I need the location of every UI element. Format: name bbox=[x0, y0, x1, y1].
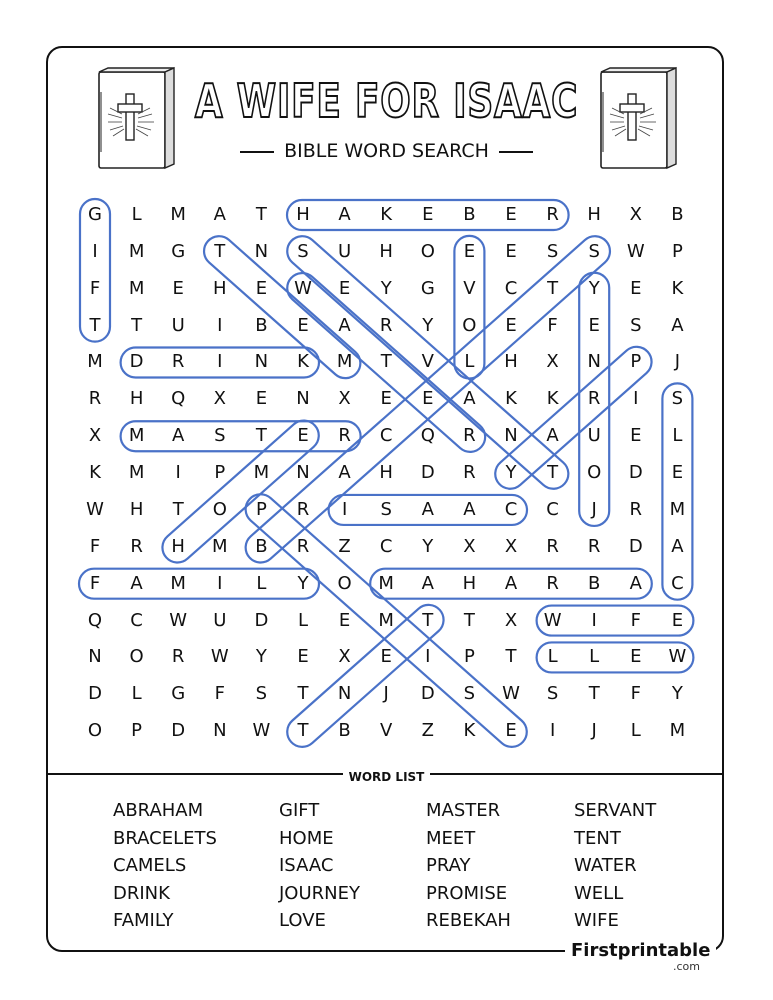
brand-suffix: .com bbox=[673, 960, 700, 973]
grid-cell[interactable]: E bbox=[505, 314, 517, 336]
grid-cell[interactable]: F bbox=[89, 572, 101, 594]
grid-cell[interactable]: H bbox=[171, 535, 185, 557]
grid-cell[interactable]: H bbox=[379, 240, 393, 262]
grid-cell[interactable]: A bbox=[213, 204, 226, 225]
grid-cell[interactable]: E bbox=[297, 314, 309, 336]
grid-cell[interactable]: H bbox=[462, 572, 477, 594]
grid-cell[interactable]: R bbox=[338, 425, 351, 447]
grid-cell[interactable]: M bbox=[128, 277, 145, 299]
grid-cell[interactable]: W bbox=[502, 683, 520, 705]
grid-cell[interactable]: T bbox=[422, 609, 434, 631]
grid-cell[interactable]: E bbox=[505, 240, 517, 262]
grid-cell[interactable]: W bbox=[210, 646, 229, 668]
grid-cell[interactable]: K bbox=[380, 204, 393, 225]
grid-cell[interactable]: S bbox=[463, 683, 476, 705]
grid-cell[interactable]: D bbox=[129, 351, 144, 373]
grid-cell[interactable]: L bbox=[256, 572, 267, 594]
grid-cell[interactable]: D bbox=[628, 462, 643, 484]
grid-cell[interactable]: A bbox=[338, 314, 351, 336]
grid-cell[interactable]: N bbox=[296, 388, 310, 410]
word-list-item: BRACELETS bbox=[113, 827, 217, 849]
grid-cell[interactable]: W bbox=[169, 609, 188, 631]
grid-cell[interactable]: A bbox=[172, 425, 185, 447]
grid-cell[interactable]: R bbox=[463, 425, 476, 447]
grid-cell[interactable]: R bbox=[296, 535, 310, 557]
grid-cell[interactable]: M bbox=[669, 720, 686, 742]
grid-cell[interactable]: X bbox=[213, 388, 226, 410]
grid-cell[interactable]: C bbox=[504, 277, 518, 299]
grid-cell[interactable]: U bbox=[213, 609, 227, 631]
grid-cell[interactable]: C bbox=[130, 609, 143, 631]
grid-cell[interactable]: E bbox=[671, 462, 684, 484]
grid-cell[interactable]: U bbox=[587, 425, 601, 447]
word-list-item: ABRAHAM bbox=[113, 800, 204, 821]
grid-cell[interactable]: A bbox=[421, 572, 434, 594]
grid-cell[interactable]: I bbox=[425, 646, 431, 668]
grid-cell[interactable]: J bbox=[674, 351, 681, 373]
grid-cell[interactable]: R bbox=[130, 535, 143, 557]
grid-cell[interactable]: A bbox=[504, 572, 518, 594]
grid-cell[interactable]: K bbox=[89, 462, 101, 484]
grid-cell[interactable]: M bbox=[212, 535, 228, 557]
grid-cell[interactable]: F bbox=[547, 314, 558, 336]
grid-cell[interactable]: E bbox=[588, 314, 600, 336]
grid-cell[interactable]: W bbox=[543, 609, 562, 631]
grid-cell[interactable]: L bbox=[547, 646, 558, 668]
grid-cell[interactable]: R bbox=[296, 498, 310, 520]
grid-cell[interactable]: R bbox=[171, 351, 185, 373]
grid-cell[interactable]: I bbox=[217, 351, 223, 373]
grid-cell[interactable]: H bbox=[504, 351, 518, 373]
grid-cell[interactable]: E bbox=[297, 646, 309, 668]
grid-cell[interactable]: J bbox=[591, 498, 597, 520]
grid-cell[interactable]: G bbox=[420, 277, 435, 299]
grid-cell[interactable]: F bbox=[89, 535, 101, 557]
grid-cell[interactable]: R bbox=[546, 535, 559, 557]
grid-cell[interactable]: E bbox=[422, 204, 434, 225]
grid-cell[interactable]: A bbox=[629, 572, 642, 594]
grid-cell[interactable]: A bbox=[338, 462, 351, 484]
grid-cell[interactable]: E bbox=[505, 720, 517, 742]
grid-cell[interactable]: O bbox=[87, 720, 103, 742]
word-list-item: GIFT bbox=[279, 800, 320, 821]
grid-cell[interactable]: T bbox=[255, 204, 267, 225]
grid-cell[interactable]: T bbox=[505, 646, 517, 668]
grid-cell[interactable]: T bbox=[89, 314, 101, 336]
word-list-item: MASTER bbox=[426, 800, 501, 821]
grid-cell[interactable]: W bbox=[668, 646, 687, 668]
grid-cell[interactable]: G bbox=[171, 683, 186, 705]
grid-cell[interactable]: P bbox=[255, 498, 267, 520]
grid-cell[interactable]: A bbox=[421, 498, 434, 520]
grid-cell[interactable]: N bbox=[296, 462, 310, 484]
grid-cell[interactable]: R bbox=[546, 572, 559, 594]
grid-cell[interactable]: L bbox=[630, 720, 641, 742]
grid-cell[interactable]: U bbox=[171, 314, 185, 336]
brand-logo: Firstprintable bbox=[565, 940, 716, 961]
word-list-item: WATER bbox=[574, 855, 637, 876]
grid-cell[interactable]: E bbox=[463, 240, 476, 262]
grid-cell[interactable]: T bbox=[297, 720, 309, 742]
grid-cell[interactable]: Y bbox=[422, 535, 434, 557]
grid-cell[interactable]: B bbox=[671, 204, 684, 225]
grid-cell[interactable]: F bbox=[630, 683, 641, 705]
grid-cell[interactable]: W bbox=[86, 498, 104, 520]
page-title: A WIFE FOR ISAAC bbox=[194, 74, 579, 128]
grid-cell[interactable]: O bbox=[337, 572, 352, 594]
grid-cell[interactable]: V bbox=[463, 277, 476, 299]
grid-cell[interactable]: F bbox=[214, 683, 225, 705]
grid-cell[interactable]: C bbox=[504, 498, 518, 520]
grid-cell[interactable]: M bbox=[128, 462, 145, 484]
grid-cell[interactable]: Y bbox=[422, 314, 434, 336]
grid-cell[interactable]: G bbox=[88, 204, 102, 225]
word-list-item: ISAAC bbox=[279, 855, 334, 876]
grid-cell[interactable]: H bbox=[129, 388, 144, 410]
grid-cell[interactable]: T bbox=[380, 351, 392, 373]
word-list bbox=[113, 799, 693, 933]
word-list-item: DRINK bbox=[113, 882, 170, 904]
word-list-item: LOVE bbox=[279, 910, 326, 931]
grid-cell[interactable]: E bbox=[630, 277, 642, 299]
grid-cell[interactable]: I bbox=[549, 720, 556, 742]
grid-cell[interactable]: E bbox=[172, 277, 184, 299]
grid-cell[interactable]: M bbox=[128, 425, 145, 447]
grid-cell[interactable]: O bbox=[462, 314, 477, 336]
grid-cell[interactable]: I bbox=[92, 240, 98, 262]
grid-cell[interactable]: B bbox=[463, 204, 476, 225]
grid-cell[interactable]: M bbox=[253, 462, 270, 484]
grid-cell[interactable]: A bbox=[671, 535, 684, 557]
grid-cell[interactable]: O bbox=[587, 462, 602, 484]
grid-cell[interactable]: U bbox=[338, 240, 352, 262]
grid-cell[interactable]: I bbox=[633, 388, 639, 410]
word-list-item: PROMISE bbox=[426, 882, 508, 904]
grid-cell[interactable]: E bbox=[630, 646, 642, 668]
grid-cell[interactable]: X bbox=[338, 388, 351, 410]
page-subtitle: BIBLE WORD SEARCH bbox=[0, 140, 773, 162]
grid-cell[interactable]: T bbox=[297, 683, 309, 705]
grid-cell[interactable]: P bbox=[671, 240, 683, 262]
grid-cell[interactable]: S bbox=[630, 314, 642, 336]
grid-cell[interactable]: T bbox=[131, 314, 143, 336]
grid-cell[interactable]: T bbox=[547, 462, 559, 484]
grid-cell[interactable]: I bbox=[217, 314, 223, 336]
grid-cell[interactable]: N bbox=[254, 240, 269, 262]
grid-cell[interactable]: V bbox=[380, 720, 393, 742]
grid-cell[interactable]: T bbox=[214, 240, 226, 262]
grid-cell[interactable]: K bbox=[505, 388, 517, 410]
grid-cell[interactable]: S bbox=[671, 388, 684, 410]
grid-cell[interactable]: X bbox=[88, 425, 102, 447]
grid-cell[interactable]: O bbox=[212, 498, 227, 520]
grid-cell[interactable]: P bbox=[214, 462, 226, 484]
grid-cell[interactable]: Y bbox=[671, 683, 683, 705]
grid-cell[interactable]: N bbox=[88, 646, 102, 668]
grid-cell[interactable]: B bbox=[588, 572, 601, 594]
grid-cell[interactable]: Q bbox=[87, 609, 103, 631]
grid-cell[interactable]: Y bbox=[505, 462, 517, 484]
grid-cell[interactable]: D bbox=[88, 683, 102, 705]
grid-cell[interactable]: R bbox=[629, 498, 643, 520]
word-list-item: TENT bbox=[574, 827, 621, 849]
grid-cell[interactable]: B bbox=[338, 720, 351, 742]
grid-cell[interactable]: E bbox=[255, 388, 268, 410]
grid-cell[interactable]: D bbox=[171, 720, 186, 742]
grid-cell[interactable]: S bbox=[214, 425, 226, 447]
grid-cell[interactable]: R bbox=[546, 204, 559, 225]
grid-cell[interactable]: L bbox=[589, 646, 600, 668]
grid-cell[interactable]: H bbox=[587, 204, 601, 225]
grid-cell[interactable]: Y bbox=[255, 646, 267, 668]
grid-cell[interactable]: A bbox=[463, 498, 476, 520]
grid-cell[interactable]: I bbox=[341, 498, 348, 520]
grid-cell[interactable]: M bbox=[170, 204, 186, 225]
grid-cell[interactable]: S bbox=[380, 498, 392, 520]
grid-cell[interactable]: B bbox=[255, 535, 268, 557]
grid-cell[interactable]: Y bbox=[380, 277, 392, 299]
grid-cell[interactable]: A bbox=[338, 204, 351, 225]
grid-cell[interactable]: E bbox=[297, 425, 309, 447]
grid-cell[interactable]: J bbox=[591, 720, 597, 742]
grid-cell[interactable]: Z bbox=[421, 720, 434, 742]
grid-cell[interactable]: Q bbox=[420, 425, 435, 447]
grid-cell[interactable]: A bbox=[546, 425, 559, 447]
grid-cell[interactable]: I bbox=[175, 462, 181, 484]
word-list-item: JOURNEY bbox=[279, 882, 360, 904]
grid-cell[interactable]: D bbox=[254, 609, 269, 631]
grid-cell[interactable]: S bbox=[546, 240, 559, 262]
grid-cell[interactable]: H bbox=[129, 498, 144, 520]
grid-cell[interactable]: M bbox=[170, 572, 186, 594]
grid-cell[interactable]: E bbox=[255, 277, 268, 299]
word-list-item: PRAY bbox=[426, 855, 471, 876]
grid-cell[interactable]: X bbox=[504, 609, 518, 631]
word-list-item: WIFE bbox=[574, 910, 619, 931]
grid-cell[interactable]: L bbox=[297, 609, 309, 631]
grid-cell[interactable]: T bbox=[463, 609, 475, 631]
grid-cell[interactable]: N bbox=[337, 683, 352, 705]
grid-cell[interactable]: W bbox=[294, 277, 312, 299]
grid-cell[interactable]: Y bbox=[297, 572, 309, 594]
grid-cell[interactable]: K bbox=[671, 277, 684, 299]
grid-cell[interactable]: C bbox=[379, 425, 393, 447]
grid-cell[interactable]: L bbox=[131, 204, 142, 225]
grid-cell[interactable]: C bbox=[546, 498, 559, 520]
grid-cell[interactable]: R bbox=[463, 462, 476, 484]
grid-cell[interactable]: O bbox=[420, 240, 435, 262]
grid-cell[interactable]: F bbox=[630, 609, 641, 631]
grid-cell[interactable]: S bbox=[255, 683, 268, 705]
grid-cell[interactable]: E bbox=[338, 277, 351, 299]
grid-cell[interactable]: B bbox=[255, 314, 268, 336]
grid-cell[interactable]: E bbox=[630, 425, 642, 447]
word-list-item: HOME bbox=[279, 827, 334, 849]
grid-cell[interactable]: S bbox=[588, 240, 600, 262]
grid-cell[interactable]: R bbox=[587, 388, 601, 410]
grid-cell[interactable]: E bbox=[671, 609, 684, 631]
grid-cell[interactable]: X bbox=[546, 351, 559, 373]
grid-cell[interactable]: N bbox=[213, 720, 227, 742]
grid-cell[interactable]: I bbox=[217, 572, 223, 594]
grid-cell[interactable]: W bbox=[252, 720, 271, 742]
grid-cell[interactable]: R bbox=[587, 535, 601, 557]
divider-dash bbox=[499, 151, 533, 153]
grid-cell[interactable]: E bbox=[380, 388, 392, 410]
grid-cell[interactable]: P bbox=[131, 720, 143, 742]
grid-cell[interactable]: V bbox=[421, 351, 434, 373]
grid-cell[interactable]: X bbox=[629, 204, 642, 225]
grid-cell[interactable]: E bbox=[422, 388, 434, 410]
grid-cell[interactable]: S bbox=[297, 240, 309, 262]
grid-cell[interactable]: R bbox=[88, 388, 102, 410]
word-list-item: CAMELS bbox=[113, 855, 187, 876]
grid-cell[interactable]: D bbox=[420, 683, 435, 705]
word-list-item: MEET bbox=[426, 827, 476, 849]
grid-cell[interactable]: N bbox=[587, 351, 601, 373]
grid-cell[interactable]: R bbox=[379, 314, 393, 336]
grid-cell[interactable]: W bbox=[626, 240, 645, 262]
grid-cell[interactable]: Q bbox=[171, 388, 186, 410]
grid-cell[interactable]: P bbox=[630, 351, 642, 373]
grid-cell[interactable]: H bbox=[213, 277, 227, 299]
grid-cell[interactable]: A bbox=[130, 572, 143, 594]
grid-cell[interactable]: T bbox=[172, 498, 184, 520]
grid-cell[interactable]: M bbox=[128, 240, 145, 262]
grid-cell[interactable]: T bbox=[547, 277, 559, 299]
word-list-item: WELL bbox=[574, 882, 624, 904]
grid-cell[interactable]: M bbox=[378, 572, 394, 594]
grid-cell[interactable]: S bbox=[546, 683, 559, 705]
grid-cell[interactable]: I bbox=[591, 609, 597, 631]
word-list-item: FAMILY bbox=[113, 910, 174, 931]
grid-cell[interactable]: E bbox=[380, 646, 392, 668]
grid-cell[interactable]: D bbox=[420, 462, 435, 484]
word-list-item: REBEKAH bbox=[426, 910, 511, 931]
word-list-item: SERVANT bbox=[574, 800, 657, 821]
word-list-label: WORD LIST bbox=[343, 770, 431, 784]
grid-cell[interactable]: Y bbox=[588, 277, 600, 299]
grid-cell[interactable]: H bbox=[379, 462, 393, 484]
grid-cell[interactable]: K bbox=[546, 388, 559, 410]
grid-cell[interactable]: J bbox=[383, 683, 389, 705]
grid-cell[interactable]: X bbox=[463, 535, 476, 557]
grid-cell[interactable]: K bbox=[297, 351, 309, 373]
grid-cell[interactable]: X bbox=[338, 646, 351, 668]
grid-cell[interactable]: M bbox=[669, 498, 686, 520]
grid-cell[interactable]: A bbox=[463, 388, 476, 410]
grid-cell[interactable]: L bbox=[672, 425, 683, 447]
grid-cell[interactable]: A bbox=[671, 314, 684, 336]
grid-cell[interactable]: T bbox=[255, 425, 267, 447]
grid-cell[interactable]: G bbox=[171, 240, 186, 262]
grid-cell[interactable]: Z bbox=[338, 535, 351, 557]
grid-cell[interactable]: K bbox=[463, 720, 476, 742]
grid-cell[interactable]: M bbox=[378, 609, 394, 631]
grid-cell[interactable]: O bbox=[129, 646, 144, 668]
grid-cell[interactable]: F bbox=[89, 277, 101, 299]
grid-cell[interactable]: T bbox=[588, 683, 600, 705]
grid-cell[interactable]: H bbox=[296, 204, 310, 225]
grid-cell[interactable]: L bbox=[464, 351, 475, 373]
grid-cell[interactable]: E bbox=[505, 204, 517, 225]
grid-cell[interactable]: E bbox=[338, 609, 351, 631]
divider-dash bbox=[240, 151, 274, 153]
grid-cell[interactable]: L bbox=[131, 683, 142, 705]
grid-cell[interactable]: X bbox=[504, 535, 518, 557]
grid-cell[interactable]: N bbox=[254, 351, 269, 373]
grid-cell[interactable]: P bbox=[463, 646, 475, 668]
grid-cell[interactable]: D bbox=[628, 535, 643, 557]
grid-cell[interactable]: N bbox=[504, 425, 518, 447]
grid-cell[interactable]: C bbox=[379, 535, 393, 557]
grid-cell[interactable]: M bbox=[87, 351, 103, 373]
grid-cell[interactable]: C bbox=[671, 572, 684, 594]
grid-cell[interactable]: R bbox=[171, 646, 185, 668]
grid-cell[interactable]: M bbox=[336, 351, 353, 373]
